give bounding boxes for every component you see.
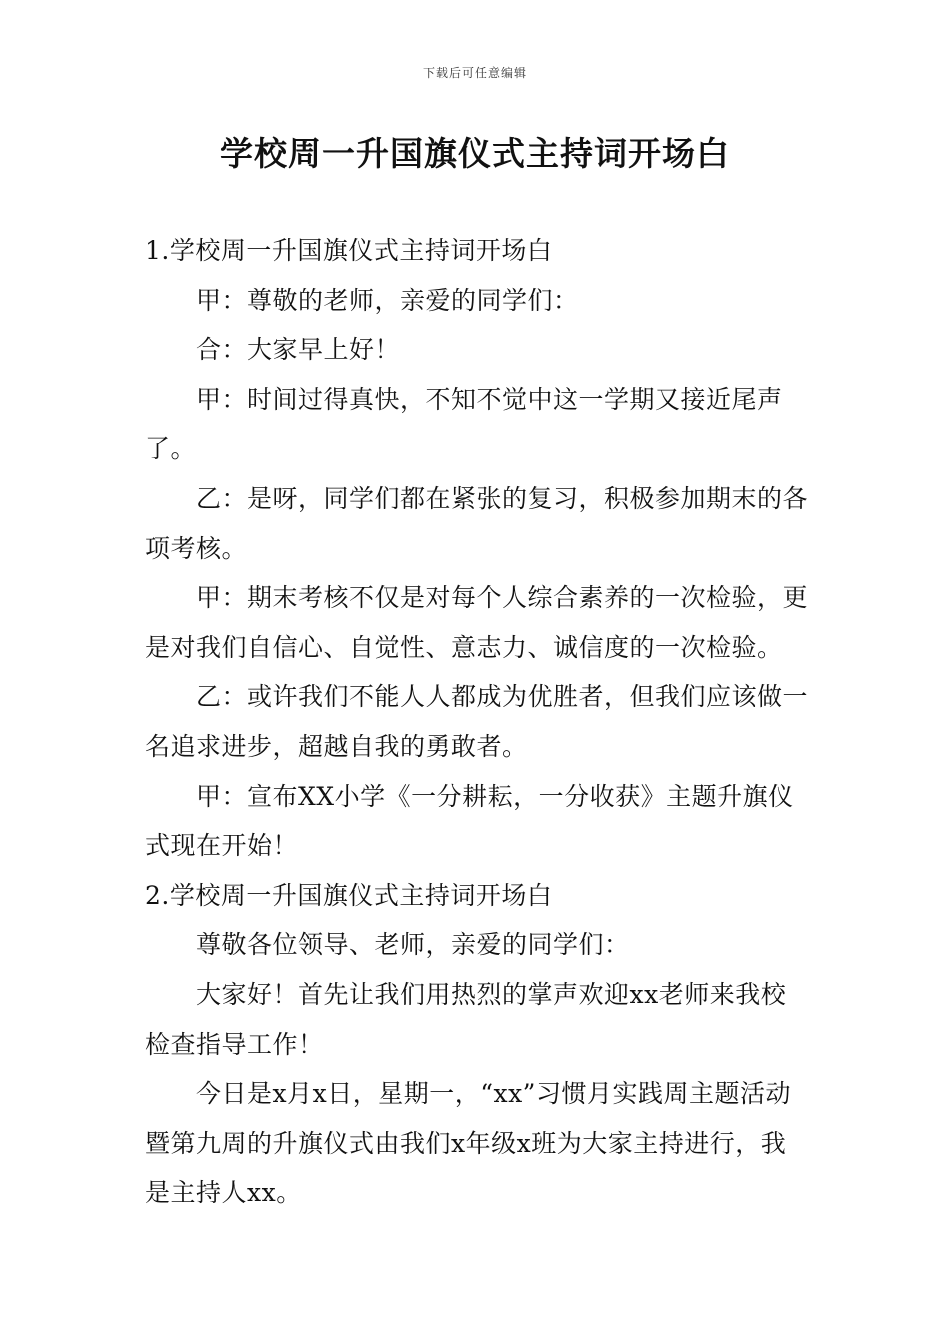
paragraph: 甲：尊敬的老师，亲爱的同学们： [196, 285, 579, 315]
paragraph: 甲：期末考核不仅是对每个人综合素养的一次检验，更是对我们自信心、自觉性、意志力、诚信度的一次检验。 [145, 583, 809, 662]
paragraph: 尊敬各位领导、老师，亲爱的同学们： [196, 930, 630, 960]
paragraph: 甲：时间过得真快，不知不觉中这一学期又接近尾声了。 [145, 384, 783, 464]
paragraph: 合：大家早上好！ [196, 335, 401, 365]
document-title: 学校周一升国旗仪式主持词开场白 [220, 134, 730, 173]
paragraph: 乙：是呀，同学们都在紧张的复习，积极参加期末的各项考核。 [145, 483, 809, 563]
section-heading-2: 2.学校周一升国旗仪式主持词开场白 [145, 880, 553, 910]
paragraph: 大家好！首先让我们用热烈的掌声欢迎xx老师来我校检查指导工作！ [145, 979, 787, 1059]
document-body [145, 226, 810, 1218]
header-note: 下载后可任意编辑 [422, 66, 527, 80]
paragraph: 乙：或许我们不能人人都成为优胜者，但我们应该做一名追求进步，超越自我的勇敢者。 [145, 682, 809, 761]
paragraph: 甲：宣布XX小学《一分耕耘，一分收获》主题升旗仪式现在开始！ [145, 781, 794, 861]
section-heading-1: 1.学校周一升国旗仪式主持词开场白 [145, 236, 553, 265]
paragraph: 今日是x月x日，星期一，“xx”习惯月实践周主题活动暨第九周的升旗仪式由我们x年级x班为大家主持进行，我是主持人xx。 [145, 1079, 791, 1208]
